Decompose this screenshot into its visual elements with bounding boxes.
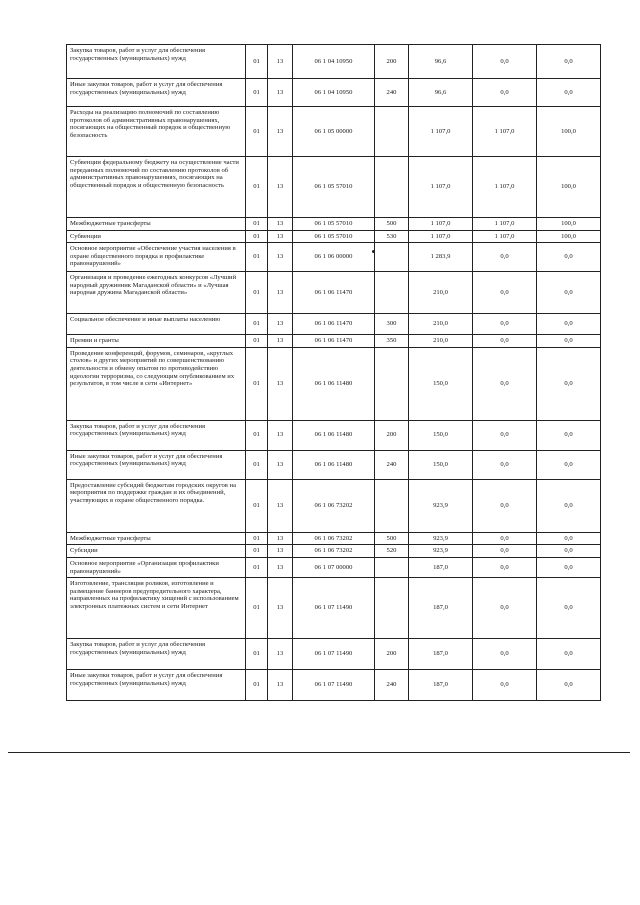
row-target-article-cell: 06 1 07 11490 [293,639,375,670]
row-plan-cell: 1 107,0 [409,218,473,231]
row-plan-cell: 210,0 [409,335,473,348]
row-plan-cell: 923,9 [409,545,473,558]
row-percent-cell: 0,0 [537,639,601,670]
row-executed-cell: 0,0 [473,243,537,272]
row-name-cell: Премии и гранты [67,335,246,348]
row-section-cell: 01 [246,347,268,420]
table-row [67,578,601,639]
scan-speck [372,250,375,253]
row-expense-type-cell: 300 [375,314,409,335]
row-target-article-cell: 06 1 05 00000 [293,107,375,157]
row-percent-cell: 0,0 [537,578,601,639]
row-target-article-cell: 06 1 04 10950 [293,79,375,107]
row-section-cell: 01 [246,557,268,577]
row-executed-cell: 1 107,0 [473,107,537,157]
row-executed-cell: 0,0 [473,347,537,420]
row-subsection-cell: 13 [268,218,293,231]
row-percent-cell: 0,0 [537,420,601,450]
row-target-article-cell: 06 1 06 73202 [293,545,375,558]
row-plan-cell: 187,0 [409,639,473,670]
row-target-article-cell: 06 1 05 57010 [293,157,375,218]
row-section-cell: 01 [246,479,268,532]
row-executed-cell: 1 107,0 [473,157,537,218]
row-executed-cell: 0,0 [473,314,537,335]
row-plan-cell: 150,0 [409,450,473,479]
budget-page [66,44,600,701]
row-name-cell: Проведение конференций, форумов, семинаров, «круглых столов» и других мероприятий по совершенствованию деятельности и обмену опытом по противодействию идеологии терроризма, со следующим опубликованием их результатов, в том числе в сети «Интернет» [67,347,246,420]
row-section-cell: 01 [246,450,268,479]
table-row [67,450,601,479]
row-name-cell: Субвенции [67,230,246,243]
row-executed-cell: 1 107,0 [473,230,537,243]
row-subsection-cell: 13 [268,532,293,545]
row-percent-cell: 0,0 [537,243,601,272]
row-subsection-cell: 13 [268,243,293,272]
row-expense-type-cell [375,272,409,314]
row-executed-cell: 0,0 [473,578,537,639]
row-executed-cell: 0,0 [473,79,537,107]
row-expense-type-cell [375,479,409,532]
row-percent-cell: 0,0 [537,450,601,479]
budget-table-body [67,45,601,701]
row-subsection-cell: 13 [268,347,293,420]
row-plan-cell: 1 107,0 [409,107,473,157]
row-target-article-cell: 06 1 06 11470 [293,314,375,335]
row-percent-cell: 0,0 [537,79,601,107]
row-expense-type-cell: 200 [375,420,409,450]
row-subsection-cell: 13 [268,420,293,450]
row-executed-cell: 0,0 [473,639,537,670]
row-subsection-cell: 13 [268,545,293,558]
row-name-cell: Межбюджетные трансферты [67,218,246,231]
row-name-cell: Иные закупки товаров, работ и услуг для обеспечения государственных (муниципальных) нужд [67,670,246,701]
row-name-cell: Расходы на реализацию полномочий по составлению протоколов об административных правонарушениях, посягающих на общественный порядок и общественную безопасность [67,107,246,157]
row-subsection-cell: 13 [268,639,293,670]
row-name-cell: Изготовление, трансляция роликов, изготовление и размещение баннеров предупредительного характера, направленных на профилактику хищений с использованием электронных платежных систем и сети Интернет [67,578,246,639]
row-plan-cell: 187,0 [409,578,473,639]
table-row [67,347,601,420]
table-row [67,479,601,532]
table-row [67,532,601,545]
row-expense-type-cell: 350 [375,335,409,348]
row-expense-type-cell: 530 [375,230,409,243]
row-expense-type-cell: 500 [375,532,409,545]
row-section-cell: 01 [246,45,268,79]
row-section-cell: 01 [246,314,268,335]
row-target-article-cell: 06 1 06 11470 [293,272,375,314]
row-executed-cell: 0,0 [473,545,537,558]
row-executed-cell: 0,0 [473,532,537,545]
row-plan-cell: 923,9 [409,479,473,532]
row-section-cell: 01 [246,230,268,243]
row-name-cell: Иные закупки товаров, работ и услуг для обеспечения государственных (муниципальных) нужд [67,79,246,107]
row-percent-cell: 0,0 [537,532,601,545]
row-target-article-cell: 06 1 05 57010 [293,230,375,243]
row-target-article-cell: 06 1 06 11470 [293,335,375,348]
row-percent-cell: 0,0 [537,347,601,420]
table-row [67,420,601,450]
row-target-article-cell: 06 1 06 11480 [293,420,375,450]
row-section-cell: 01 [246,335,268,348]
row-percent-cell: 100,0 [537,230,601,243]
row-percent-cell: 0,0 [537,670,601,701]
table-row [67,79,601,107]
row-section-cell: 01 [246,157,268,218]
row-target-article-cell: 06 1 06 73202 [293,479,375,532]
table-row [67,557,601,577]
table-row [67,670,601,701]
row-target-article-cell: 06 1 04 10950 [293,45,375,79]
row-executed-cell: 0,0 [473,45,537,79]
row-section-cell: 01 [246,578,268,639]
row-name-cell: Субвенции федеральному бюджету на осуществление части переданных полномочий по составлению протоколов об административных правонарушениях, посягающих на общественный порядок и общественную безопасность [67,157,246,218]
table-row [67,243,601,272]
row-plan-cell: 96,6 [409,45,473,79]
row-name-cell: Закупка товаров, работ и услуг для обеспечения государственных (муниципальных) нужд [67,639,246,670]
row-percent-cell: 0,0 [537,335,601,348]
row-expense-type-cell [375,157,409,218]
row-section-cell: 01 [246,670,268,701]
row-plan-cell: 210,0 [409,272,473,314]
table-row [67,545,601,558]
row-target-article-cell: 06 1 05 57010 [293,218,375,231]
row-name-cell: Иные закупки товаров, работ и услуг для обеспечения государственных (муниципальных) нужд [67,450,246,479]
row-executed-cell: 0,0 [473,450,537,479]
row-plan-cell: 187,0 [409,670,473,701]
row-plan-cell: 150,0 [409,347,473,420]
row-plan-cell: 187,0 [409,557,473,577]
row-target-article-cell: 06 1 06 00000 [293,243,375,272]
table-row [67,107,601,157]
row-section-cell: 01 [246,420,268,450]
row-plan-cell: 1 283,9 [409,243,473,272]
table-row [67,639,601,670]
table-row [67,335,601,348]
row-subsection-cell: 13 [268,335,293,348]
row-plan-cell: 1 107,0 [409,157,473,218]
row-name-cell: Закупка товаров, работ и услуг для обеспечения государственных (муниципальных) нужд [67,45,246,79]
row-subsection-cell: 13 [268,479,293,532]
row-plan-cell: 1 107,0 [409,230,473,243]
row-subsection-cell: 13 [268,45,293,79]
row-target-article-cell: 06 1 06 73202 [293,532,375,545]
row-executed-cell: 0,0 [473,670,537,701]
row-subsection-cell: 13 [268,557,293,577]
table-row [67,272,601,314]
row-name-cell: Социальное обеспечение и иные выплаты населению [67,314,246,335]
row-percent-cell: 0,0 [537,479,601,532]
row-section-cell: 01 [246,532,268,545]
row-subsection-cell: 13 [268,670,293,701]
row-executed-cell: 0,0 [473,335,537,348]
row-subsection-cell: 13 [268,79,293,107]
row-plan-cell: 150,0 [409,420,473,450]
row-target-article-cell: 06 1 06 11480 [293,347,375,420]
row-percent-cell: 0,0 [537,314,601,335]
row-expense-type-cell: 500 [375,218,409,231]
row-plan-cell: 96,6 [409,79,473,107]
row-section-cell: 01 [246,243,268,272]
row-executed-cell: 0,0 [473,272,537,314]
row-expense-type-cell: 240 [375,450,409,479]
row-plan-cell: 210,0 [409,314,473,335]
row-expense-type-cell [375,243,409,272]
row-plan-cell: 923,9 [409,532,473,545]
row-expense-type-cell: 240 [375,670,409,701]
row-target-article-cell: 06 1 07 00000 [293,557,375,577]
row-executed-cell: 0,0 [473,420,537,450]
row-expense-type-cell: 240 [375,79,409,107]
row-subsection-cell: 13 [268,272,293,314]
row-percent-cell: 0,0 [537,557,601,577]
row-subsection-cell: 13 [268,157,293,218]
row-expense-type-cell [375,347,409,420]
row-target-article-cell: 06 1 06 11480 [293,450,375,479]
table-row [67,157,601,218]
bottom-rule [8,752,630,753]
row-expense-type-cell [375,557,409,577]
row-target-article-cell: 06 1 07 11490 [293,670,375,701]
row-executed-cell: 0,0 [473,557,537,577]
row-section-cell: 01 [246,272,268,314]
row-expense-type-cell [375,578,409,639]
table-row [67,314,601,335]
row-subsection-cell: 13 [268,314,293,335]
row-percent-cell: 100,0 [537,107,601,157]
table-row [67,218,601,231]
row-subsection-cell: 13 [268,450,293,479]
row-percent-cell: 100,0 [537,157,601,218]
row-subsection-cell: 13 [268,230,293,243]
row-expense-type-cell [375,107,409,157]
row-target-article-cell: 06 1 07 11490 [293,578,375,639]
row-name-cell: Основное мероприятие «Организация профилактики правонарушений» [67,557,246,577]
row-subsection-cell: 13 [268,578,293,639]
row-expense-type-cell: 200 [375,639,409,670]
budget-table [66,44,601,701]
table-row [67,45,601,79]
row-name-cell: Субсидии [67,545,246,558]
row-name-cell: Основное мероприятие «Обеспечение участия населения в охране общественного порядка и профилактике правонарушений» [67,243,246,272]
row-percent-cell: 0,0 [537,272,601,314]
row-subsection-cell: 13 [268,107,293,157]
row-percent-cell: 0,0 [537,545,601,558]
row-section-cell: 01 [246,218,268,231]
row-expense-type-cell: 520 [375,545,409,558]
row-executed-cell: 0,0 [473,479,537,532]
table-row [67,230,601,243]
row-name-cell: Предоставление субсидий бюджетам городских округов на мероприятия по поддержке граждан и их объединений, участвующих в охране общественного порядка. [67,479,246,532]
row-expense-type-cell: 200 [375,45,409,79]
row-section-cell: 01 [246,107,268,157]
row-name-cell: Межбюджетные трансферты [67,532,246,545]
row-section-cell: 01 [246,79,268,107]
row-section-cell: 01 [246,639,268,670]
row-name-cell: Закупка товаров, работ и услуг для обеспечения государственных (муниципальных) нужд [67,420,246,450]
row-percent-cell: 100,0 [537,218,601,231]
row-name-cell: Организация и проведение ежегодных конкурсов «Лучший народный дружинник Магаданской области» и «Лучшая народная дружина Магаданской области» [67,272,246,314]
row-executed-cell: 1 107,0 [473,218,537,231]
row-section-cell: 01 [246,545,268,558]
row-percent-cell: 0,0 [537,45,601,79]
